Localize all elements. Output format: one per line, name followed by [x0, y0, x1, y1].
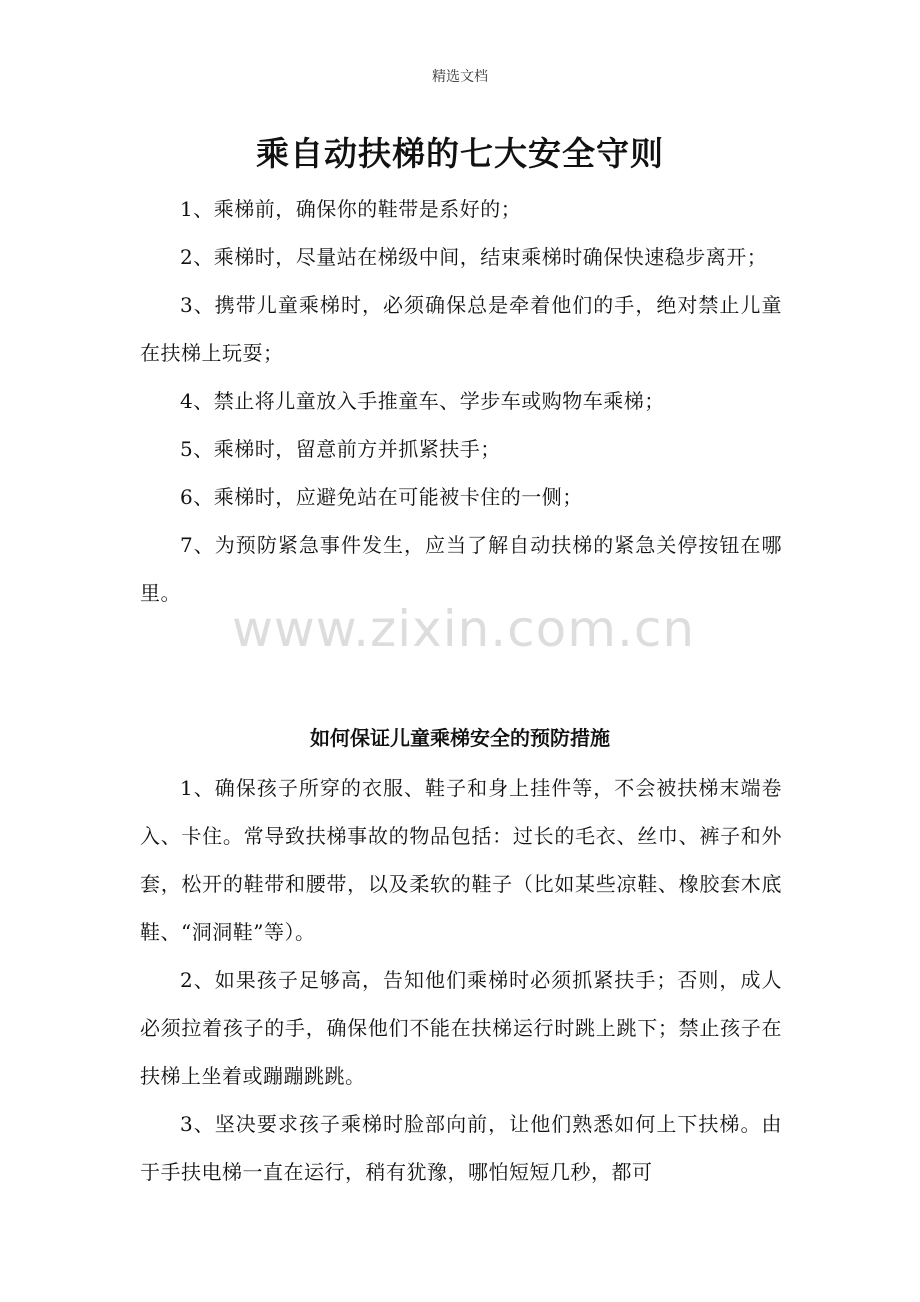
precaution-paragraph: 2、如果孩子足够高，告知他们乘梯时必须抓紧扶手；否则，成人必须拉着孩子的手，确保他们不能在扶梯运行时跳上跳下；禁止孩子在扶梯上坐着或蹦蹦跳跳。 — [140, 968, 782, 1088]
section-title: 如何保证儿童乘梯安全的预防措施 — [310, 726, 610, 750]
rule-paragraph: 7、为预防紧急事件发生，应当了解自动扶梯的紧急关停按钮在哪里。 — [140, 533, 782, 605]
rule-paragraph: 4、禁止将儿童放入手推童车、学步车或购物车乘梯； — [180, 389, 665, 413]
precaution-paragraph: 3、坚决要求孩子乘梯时脸部向前，让他们熟悉如何上下扶梯。由于手扶电梯一直在运行，稍有犹豫，哪怕短短几秒，都可 — [140, 1112, 782, 1184]
rules-section — [140, 185, 782, 617]
rule-paragraph: 3、携带儿童乘梯时，必须确保总是牵着他们的手，绝对禁止儿童在扶梯上玩耍； — [140, 293, 782, 365]
watermark: www.zixin.com.cn — [232, 600, 696, 658]
precautions-section — [140, 764, 782, 1196]
rule-paragraph: 5、乘梯时，留意前方并抓紧扶手； — [180, 437, 501, 461]
rule-paragraph: 6、乘梯时，应避免站在可能被卡住的一侧； — [180, 485, 583, 509]
rule-paragraph: 2、乘梯时，尽量站在梯级中间，结束乘梯时确保快速稳步离开； — [180, 245, 768, 269]
document-title: 乘自动扶梯的七大安全守则 — [256, 134, 664, 173]
precaution-paragraph: 1、确保孩子所穿的衣服、鞋子和身上挂件等，不会被扶梯末端卷入、卡住。常导致扶梯事故的物品包括：过长的毛衣、丝巾、裤子和外套，松开的鞋带和腰带，以及柔软的鞋子（比如某些凉鞋、橡胶套木底鞋、“洞洞鞋”等）。 — [140, 776, 782, 944]
page-header: 精选文档 — [432, 69, 488, 85]
rule-paragraph: 1、乘梯前，确保你的鞋带是系好的； — [180, 197, 522, 221]
